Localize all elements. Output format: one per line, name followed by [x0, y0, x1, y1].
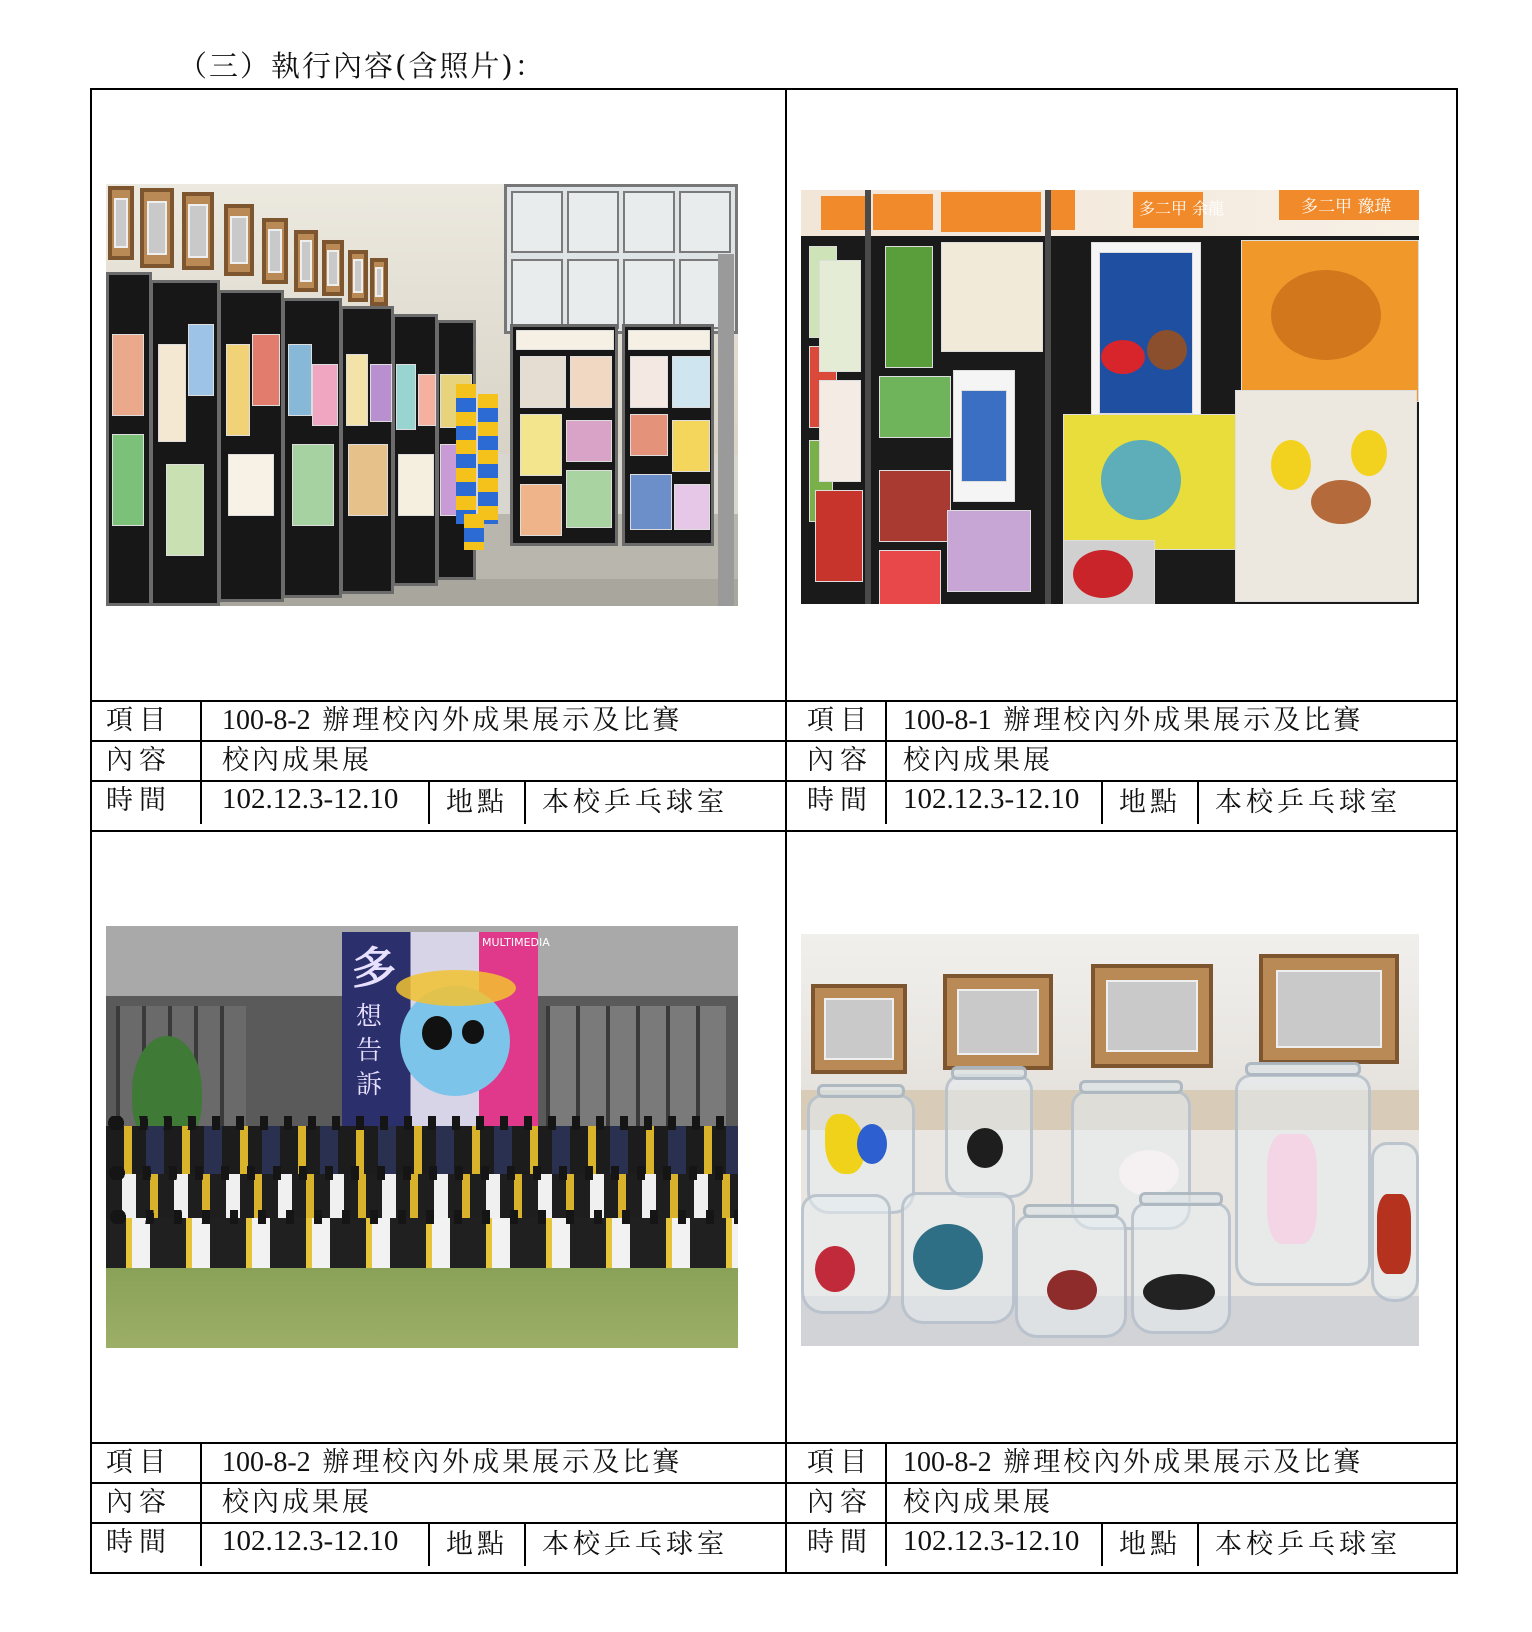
row-time-place [787, 1522, 1458, 1566]
label-place: 地點 [446, 1529, 508, 1560]
label-content: 內容 [787, 1484, 887, 1522]
board-title-2: 多二甲 豫瑋 [1301, 197, 1392, 217]
section-heading: （三）執行內容(含照片)： [178, 49, 546, 83]
label-item: 項目 [92, 1444, 202, 1482]
label-time: 時間 [92, 1524, 202, 1566]
row-time-place [92, 780, 785, 824]
label-time: 時間 [787, 782, 887, 824]
item-value: 100-8-2 辦理校內外成果展示及比賽 [222, 1447, 683, 1478]
banner-brand: MULTIMEDIA [482, 936, 550, 949]
row-content [787, 1482, 1458, 1522]
label-place: 地點 [1119, 1529, 1181, 1560]
photo-students-group [106, 926, 738, 1348]
label-item: 項目 [787, 1444, 887, 1482]
place-value: 本校乒乓球室 [1215, 1529, 1401, 1560]
time-value: 102.12.3-12.10 [903, 783, 1080, 815]
banner-char-1: 多 [352, 943, 396, 994]
time-value: 102.12.3-12.10 [903, 1525, 1080, 1557]
row-content [787, 740, 1458, 780]
banner-char-3: 告 [356, 1036, 383, 1066]
place-value: 本校乒乓球室 [1215, 787, 1401, 818]
activity-cell-4 [785, 830, 1458, 1572]
row-item [92, 1442, 785, 1482]
item-value: 100-8-2 辦理校內外成果展示及比賽 [903, 1447, 1364, 1478]
activity-cell-1 [92, 90, 785, 830]
content-value: 校內成果展 [222, 745, 372, 776]
content-value: 校內成果展 [222, 1487, 372, 1518]
time-value: 102.12.3-12.10 [222, 783, 399, 815]
photo-gallery-hall [106, 184, 738, 606]
label-item: 項目 [787, 702, 887, 740]
row-item [787, 700, 1458, 740]
row-content [92, 740, 785, 780]
label-place: 地點 [446, 787, 508, 818]
activity-cell-2 [785, 90, 1458, 830]
label-content: 內容 [787, 742, 887, 780]
item-value: 100-8-2 辦理校內外成果展示及比賽 [222, 705, 683, 736]
content-value: 校內成果展 [903, 745, 1053, 776]
label-time: 時間 [787, 1524, 887, 1566]
banner-char-4: 訴 [356, 1070, 383, 1100]
activity-table [90, 88, 1458, 1574]
board-title-1: 多二甲 余龍 [1139, 199, 1225, 218]
label-content: 內容 [92, 742, 202, 780]
banner-char-2: 想 [356, 1002, 383, 1032]
row-content [92, 1482, 785, 1522]
activity-cell-3 [92, 830, 785, 1572]
label-time: 時間 [92, 782, 202, 824]
photo-artwork-boards [801, 190, 1419, 604]
photo-glass-jars [801, 934, 1419, 1346]
place-value: 本校乒乓球室 [542, 787, 728, 818]
label-place: 地點 [1119, 787, 1181, 818]
row-item [92, 700, 785, 740]
label-item: 項目 [92, 702, 202, 740]
item-value: 100-8-1 辦理校內外成果展示及比賽 [903, 705, 1364, 736]
label-content: 內容 [92, 1484, 202, 1522]
row-time-place [787, 780, 1458, 824]
row-time-place [92, 1522, 785, 1566]
row-item [787, 1442, 1458, 1482]
time-value: 102.12.3-12.10 [222, 1525, 399, 1557]
place-value: 本校乒乓球室 [542, 1529, 728, 1560]
content-value: 校內成果展 [903, 1487, 1053, 1518]
